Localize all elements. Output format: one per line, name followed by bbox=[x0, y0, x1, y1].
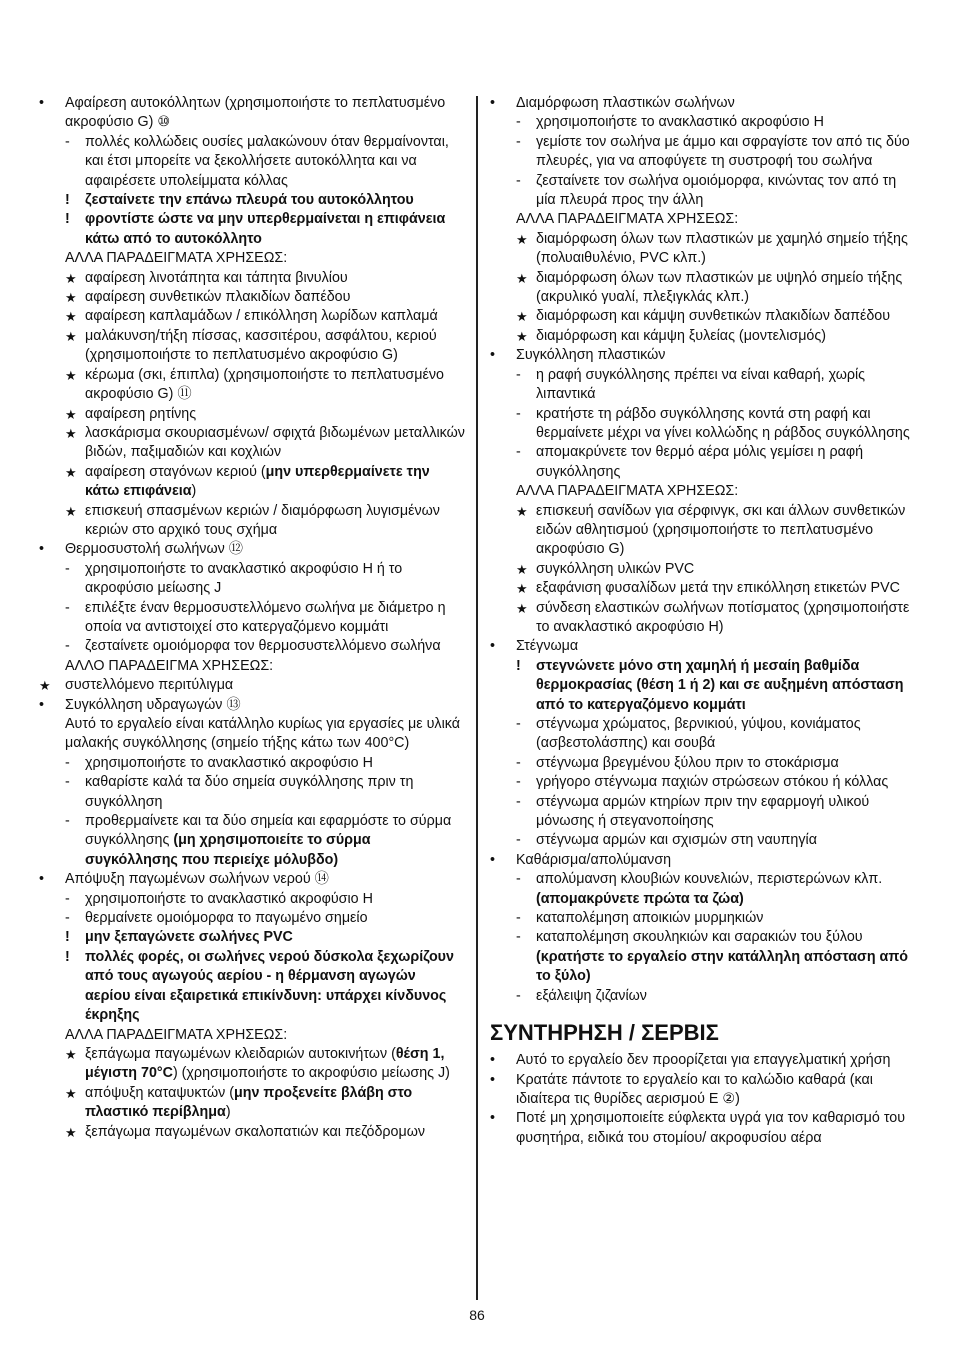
dash-item bbox=[488, 928, 918, 986]
dash-item bbox=[37, 773, 465, 812]
item-text: διαμόρφωση όλων των πλαστικών με χαμηλό σημείο τήξης (πολυαιθυλένιο, PVC κλπ.) bbox=[536, 230, 908, 267]
dash-icon: - bbox=[516, 832, 521, 849]
item-text: ΑΛΛΑ ΠΑΡΑΔΕΙΓΜΑΤΑ ΧΡΗΣΕΩΣ: bbox=[65, 250, 288, 267]
examples-label bbox=[488, 210, 918, 229]
example-item bbox=[37, 288, 465, 307]
warning-item bbox=[488, 657, 918, 715]
dash-item bbox=[37, 812, 465, 870]
bullet-icon: • bbox=[490, 851, 496, 868]
dash-item bbox=[37, 560, 465, 599]
bullet-icon: • bbox=[490, 638, 496, 655]
star-icon: ★ bbox=[65, 290, 77, 306]
exclamation-icon: ! bbox=[65, 929, 70, 946]
example-item bbox=[37, 502, 465, 541]
examples-label bbox=[37, 1026, 465, 1045]
dash-icon: - bbox=[516, 774, 521, 791]
item-text: αφαίρεση λινοτάπητα και τάπητα βινυλίου bbox=[85, 269, 348, 286]
item-text: αφαίρεση ρητίνης bbox=[85, 405, 197, 422]
item-bold-text: μην προξενείτε βλάβη στο πλαστικό περίβλημα bbox=[85, 1084, 413, 1121]
star-icon: ★ bbox=[516, 328, 528, 344]
item-text: στέγνωμα αρμών και σχισμών στη ναυπηγία bbox=[536, 832, 817, 849]
dash-icon: - bbox=[65, 638, 70, 655]
star-icon: ★ bbox=[65, 1046, 77, 1062]
dash-item bbox=[37, 909, 465, 928]
bullet-icon: • bbox=[39, 541, 45, 558]
item-text: απολύμανση κλουβιών κουνελιών, περιστερώνων κλπ. bbox=[536, 871, 883, 888]
dash-item bbox=[488, 754, 918, 773]
item-text: φροντίστε ώστε να μην υπερθερμαίνεται η επιφάνεια κάτω από το αυτοκόλλητο bbox=[85, 211, 446, 247]
warning-item bbox=[37, 191, 465, 210]
dash-icon: - bbox=[65, 774, 70, 791]
star-icon: ★ bbox=[516, 231, 528, 247]
star-icon: ★ bbox=[516, 309, 528, 325]
item-text: γρήγορο στέγνωμα παχιών στρώσεων στόκου ή κόλλας bbox=[536, 774, 889, 791]
dash-icon: - bbox=[65, 813, 70, 830]
dash-icon: - bbox=[516, 910, 521, 927]
dash-icon: - bbox=[516, 716, 521, 732]
item-text: αφαίρεση συνθετικών πλακιδίων δαπέδου bbox=[85, 289, 351, 306]
star-icon: ★ bbox=[65, 1124, 77, 1140]
item-text: Ποτέ μη χρησιμοποιείτε εύφλεκτα υγρά για τον καθαρισμό του φυσητήρα, ειδικά του στομίου/ ακροφυσίου αέρα bbox=[516, 1110, 906, 1146]
dash-item bbox=[37, 133, 465, 191]
warning-item bbox=[37, 948, 465, 1026]
dash-item bbox=[488, 909, 918, 928]
dash-item bbox=[488, 793, 918, 832]
dash-icon: - bbox=[65, 560, 70, 577]
bullet-icon: • bbox=[490, 1071, 496, 1088]
item-text: απόψυξη καταψυκτών ( bbox=[85, 1084, 235, 1101]
example-item bbox=[37, 676, 465, 695]
item-text: χρησιμοποιήστε το ανακλαστικό ακροφύσιο H bbox=[536, 114, 824, 131]
right-column bbox=[488, 94, 918, 1148]
page-number: 86 bbox=[469, 1307, 485, 1323]
dash-icon: - bbox=[516, 444, 521, 461]
item-text: Αυτό το εργαλείο δεν προορίζεται για επαγγελματική χρήση bbox=[516, 1052, 891, 1069]
dash-icon: - bbox=[516, 133, 521, 150]
item-text: χρησιμοποιήστε το ανακλαστικό ακροφύσιο H bbox=[85, 754, 373, 771]
item-text: κρατήστε τη ράβδο συγκόλλησης κοντά στη ραφή και θερμαίνετε μέχρι να γίνει κολλώδης η ράβδος συγκόλλησης bbox=[536, 405, 910, 441]
bullet-icon: • bbox=[490, 95, 496, 111]
item-text: αφαίρεση σταγόνων κεριού ( bbox=[85, 463, 266, 480]
item-text: μαλάκυνση/τήξη πίσσας, κασσιτέρου, ασφάλτου, κεριού (χρησιμοποιήστε το πεπλατυσμένο ακροφύσιο G) bbox=[85, 327, 437, 364]
example-item bbox=[37, 327, 465, 366]
dash-icon: - bbox=[516, 405, 521, 422]
item-text: γεμίστε τον σωλήνα με άμμο και σφραγίστε τον από τις δύο πλευρές, για να αποφύγετε τη συστροφή του σωλήνα bbox=[536, 133, 910, 170]
example-item bbox=[488, 230, 918, 269]
example-item bbox=[37, 1123, 465, 1142]
bullet-icon: • bbox=[490, 1052, 496, 1069]
example-item bbox=[37, 1045, 465, 1084]
star-icon: ★ bbox=[65, 406, 77, 422]
examples-label bbox=[488, 482, 918, 501]
star-icon: ★ bbox=[65, 425, 77, 441]
example-item bbox=[488, 327, 918, 346]
exclamation-icon: ! bbox=[65, 211, 70, 228]
item-text: ΑΛΛΟ ΠΑΡΑΔΕΙΓΜΑ ΧΡΗΣΕΩΣ: bbox=[65, 657, 274, 674]
star-icon: ★ bbox=[516, 270, 528, 286]
star-icon: ★ bbox=[65, 270, 77, 286]
item-text: Στέγνωμα bbox=[516, 638, 579, 655]
exclamation-icon: ! bbox=[65, 192, 70, 209]
item-bold-text: μην υπερθερμαίνετε την κάτω επιφάνεια bbox=[85, 463, 430, 500]
bullet-item bbox=[488, 1051, 918, 1070]
star-icon: ★ bbox=[516, 581, 528, 597]
item-text: μην ξεπαγώνετε σωλήνες PVC bbox=[85, 929, 293, 946]
item-text: ζεσταίνετε ομοιόμορφα τον θερμοσυστελλόμενο σωλήνα bbox=[85, 638, 441, 655]
example-item bbox=[488, 307, 918, 326]
exclamation-icon: ! bbox=[65, 948, 70, 965]
dash-item bbox=[37, 637, 465, 656]
bullet-item bbox=[488, 637, 918, 656]
item-text: ξεπάγωμα παγωμένων κλειδαριών αυτοκινήτων ( bbox=[85, 1045, 396, 1062]
dash-icon: - bbox=[516, 793, 521, 810]
bullet-item bbox=[488, 94, 918, 113]
dash-icon: - bbox=[65, 133, 70, 150]
item-bold-text: θέση 1, μέγιστη 70°C bbox=[85, 1045, 445, 1082]
example-item bbox=[37, 463, 465, 502]
item-text: καταπολέμηση αποικιών μυρμηκιών bbox=[536, 910, 764, 927]
bullet-item bbox=[37, 94, 465, 133]
star-icon: ★ bbox=[516, 600, 528, 616]
example-item bbox=[37, 405, 465, 424]
section-heading bbox=[490, 1019, 918, 1047]
dash-item bbox=[488, 773, 918, 792]
dash-icon: - bbox=[516, 366, 521, 383]
item-text: πολλές φορές, οι σωλήνες νερού δύσκολα ξεχωρίζουν από τους αγωγούς αερίου - η θέρμανση αγωγών αερίου είναι εξαιρετικά επικίνδυνη: υπάρχει κίνδυνος έκρηξης bbox=[85, 948, 454, 1024]
dash-icon: - bbox=[516, 987, 521, 1004]
item-text: καθαρίστε καλά τα δύο σημεία συγκόλλησης πριν τη συγκόλληση bbox=[85, 774, 414, 810]
example-item bbox=[37, 366, 465, 405]
example-item bbox=[488, 599, 918, 638]
star-icon: ★ bbox=[65, 464, 77, 480]
example-item bbox=[488, 579, 918, 598]
item-text: διαμόρφωση και κάμψη ξυλείας (μοντελισμός) bbox=[536, 327, 827, 344]
item-text: επισκευή σανίδων για σέρφινγκ, σκι και άλλων συνθετικών ειδών αθλητισμού (χρησιμοποιήστε το πεπλατυσμένο ακροφύσιο G) bbox=[536, 502, 906, 558]
item-text: ΣΥΝΤΗΡΗΣΗ / ΣΕΡΒΙΣ bbox=[490, 1020, 719, 1046]
exclamation-icon: ! bbox=[516, 657, 521, 674]
item-text: Κρατάτε πάντοτε το εργαλείο και το καλώδιο καθαρά (και ιδιαίτερα τις θυρίδες αερισμού E ②) bbox=[516, 1071, 873, 1107]
item-text: κέρωμα (σκι, έπιπλα) (χρησιμοποιήστε το πεπλατυσμένο ακροφύσιο G) ⑪ bbox=[85, 366, 444, 403]
dash-item bbox=[37, 599, 465, 638]
item-trailing-text: ) bbox=[191, 483, 197, 500]
bullet-item bbox=[37, 696, 465, 715]
item-text: αφαίρεση καπλαμάδων / επικόλληση λωρίδων καπλαμά bbox=[85, 308, 438, 325]
star-icon: ★ bbox=[39, 678, 51, 694]
star-icon: ★ bbox=[516, 561, 528, 577]
paragraph bbox=[37, 715, 465, 754]
item-text: εξάλειψη ζιζανίων bbox=[536, 987, 647, 1004]
star-icon: ★ bbox=[516, 503, 528, 519]
item-text: στέγνωμα βρεγμένου ξύλου πριν το στοκάρισμα bbox=[536, 754, 839, 771]
item-text: στέγνωμα χρώματος, βερνικιού, γύψου, κονιάματος (ασβεστολάσπης) και σουβά bbox=[536, 716, 861, 752]
item-text: Διαμόρφωση πλαστικών σωλήνων bbox=[516, 95, 735, 111]
dash-icon: - bbox=[516, 172, 521, 189]
warning-item bbox=[37, 210, 465, 249]
item-trailing-text: ) (χρησιμοποιήστε το ακροφύσιο μείωσης J) bbox=[172, 1065, 450, 1082]
item-trailing-text: ) bbox=[225, 1104, 231, 1121]
item-bold-text: (κρατήστε το εργαλείο στην κατάλληλη απόσταση από το ξύλο) bbox=[536, 948, 909, 985]
item-text: ζεσταίνετε την επάνω πλευρά του αυτοκόλλητου bbox=[85, 192, 414, 209]
item-text: θερμαίνετε ομοιόμορφα το παγωμένο σημείο bbox=[85, 910, 368, 927]
item-text: ΑΛΛΑ ΠΑΡΑΔΕΙΓΜΑΤΑ ΧΡΗΣΕΩΣ: bbox=[516, 483, 739, 500]
warning-item bbox=[37, 928, 465, 947]
dash-icon: - bbox=[65, 890, 70, 907]
dash-item bbox=[488, 987, 918, 1006]
star-icon: ★ bbox=[65, 309, 77, 325]
examples-label bbox=[37, 249, 465, 268]
example-item bbox=[37, 269, 465, 288]
item-text: η ραφή συγκόλλησης πρέπει να είναι καθαρή, χωρίς λιπαντικά bbox=[536, 366, 866, 403]
left-column bbox=[37, 94, 465, 1142]
item-text: διαμόρφωση και κάμψη συνθετικών πλακιδίων δαπέδου bbox=[536, 308, 891, 325]
item-text: Αυτό το εργαλείο είναι κατάλληλο κυρίως για εργασίες με υλικά μαλακής συγκόλλησης (σημείο τήξης κάτω των 400°C) bbox=[65, 716, 460, 752]
item-text: επισκευή σπασμένων κεριών / διαμόρφωση λυγισμένων κεριών στο αρχικό τους σχήμα bbox=[85, 502, 440, 538]
dash-icon: - bbox=[516, 754, 521, 771]
item-text: σύνδεση ελαστικών σωλήνων ποτίσματος (χρησιμοποιήστε το ανακλαστικό ακροφύσιο H) bbox=[536, 599, 910, 635]
item-text: απομακρύνετε τον θερμό αέρα μόλις γεμίσει η ραφή συγκόλλησης bbox=[536, 444, 864, 480]
bullet-icon: • bbox=[39, 871, 45, 888]
dash-item bbox=[488, 113, 918, 132]
dash-icon: - bbox=[516, 929, 521, 946]
dash-icon: - bbox=[65, 754, 70, 771]
bullet-icon: • bbox=[39, 696, 45, 713]
example-item bbox=[37, 307, 465, 326]
dash-item bbox=[488, 172, 918, 211]
item-text: στέγνωμα αρμών κτηρίων πριν την εφαρμογή υλικού μόνωσης ή στεγανοποίησης bbox=[536, 793, 870, 830]
star-icon: ★ bbox=[65, 367, 77, 383]
item-text: Συγκόλληση υδραγωγών ⑬ bbox=[65, 696, 241, 713]
dash-item bbox=[488, 366, 918, 405]
item-text: χρησιμοποιήστε το ανακλαστικό ακροφύσιο H ή το ακροφύσιο μείωσης J bbox=[85, 560, 403, 597]
item-text: ΑΛΛΑ ΠΑΡΑΔΕΙΓΜΑΤΑ ΧΡΗΣΕΩΣ: bbox=[516, 211, 739, 228]
star-icon: ★ bbox=[65, 328, 77, 344]
dash-icon: - bbox=[65, 910, 70, 927]
example-item bbox=[488, 502, 918, 560]
bullet-icon: • bbox=[39, 95, 45, 111]
item-text: επιλέξτε έναν θερμοσυστελλόμενο σωλήνα με διάμετρο η οποία να αντιστοιχεί στο κατεργαζόμενο κομμάτι bbox=[85, 599, 446, 635]
dash-icon: - bbox=[516, 114, 521, 131]
dash-item bbox=[488, 715, 918, 754]
bullet-item bbox=[488, 346, 918, 365]
bullet-item bbox=[37, 870, 465, 889]
item-text: διαμόρφωση όλων των πλαστικών με υψηλό σημείο τήξης (ακρυλικό γυαλί, πλεξιγκλάς κλπ.) bbox=[536, 269, 903, 306]
bullet-icon: • bbox=[490, 347, 496, 364]
bullet-item bbox=[488, 1109, 918, 1148]
bullet-icon: • bbox=[490, 1110, 496, 1127]
example-item bbox=[37, 1084, 465, 1123]
item-text: συγκόλληση υλικών PVC bbox=[536, 560, 695, 577]
item-text: καταπολέμηση σκουληκιών και σαρακιών του ξύλου bbox=[536, 929, 863, 946]
item-text: χρησιμοποιήστε το ανακλαστικό ακροφύσιο H bbox=[85, 890, 373, 907]
bullet-item bbox=[488, 1071, 918, 1110]
dash-icon: - bbox=[516, 871, 521, 888]
star-icon: ★ bbox=[65, 1085, 77, 1101]
column-divider bbox=[476, 96, 478, 1300]
item-text: στεγνώνετε μόνο στη χαμηλή ή μεσαίη βαθμίδα θερμοκρασίας (θέση 1 ή 2) και σε αυξημένη απόσταση από το κατεργαζόμενο κομμάτι bbox=[536, 657, 904, 713]
bullet-item bbox=[488, 851, 918, 870]
example-item bbox=[488, 269, 918, 308]
item-text: Καθάρισμα/απολύμανση bbox=[516, 851, 672, 868]
example-item bbox=[488, 560, 918, 579]
dash-item bbox=[37, 890, 465, 909]
example-item bbox=[37, 424, 465, 463]
dash-item bbox=[488, 870, 918, 909]
item-bold-text: (απομακρύνετε πρώτα τα ζώα) bbox=[536, 890, 744, 907]
dash-item bbox=[488, 405, 918, 444]
item-text: ΑΛΛΑ ΠΑΡΑΔΕΙΓΜΑΤΑ ΧΡΗΣΕΩΣ: bbox=[65, 1026, 288, 1043]
star-icon: ★ bbox=[65, 503, 77, 519]
item-text: εξαφάνιση φυσαλίδων μετά την επικόλληση ετικετών PVC bbox=[536, 580, 900, 597]
dash-item bbox=[37, 754, 465, 773]
item-text: συστελλόμενο περιτύλιγμα bbox=[65, 677, 234, 694]
item-text: ξεπάγωμα παγωμένων σκαλοπατιών και πεζόδρομων bbox=[85, 1123, 426, 1140]
dash-item bbox=[488, 831, 918, 850]
dash-item bbox=[488, 443, 918, 482]
item-text: Αφαίρεση αυτοκόλλητων (χρησιμοποιήστε το πεπλατυσμένο ακροφύσιο G) ⑩ bbox=[65, 95, 446, 131]
dash-icon: - bbox=[65, 599, 70, 616]
item-text: λασκάρισμα σκουριασμένων/ σφιχτά βιδωμένων μεταλλικών βιδών, παξιμαδιών και κοχλιών bbox=[85, 424, 465, 461]
bullet-item bbox=[37, 540, 465, 559]
item-text: προθερμαίνετε και τα δύο σημεία και εφαρμόστε το σύρμα συγκόλλησης bbox=[85, 813, 452, 849]
item-text: πολλές κολλώδεις ουσίες μαλακώνουν όταν θερμαίνονται, και έτσι μπορείτε να ξεκολλήσετε αυτοκόλλητα και να αφαιρέσετε υπολείμματα κόλλας bbox=[85, 133, 449, 189]
examples-label bbox=[37, 657, 465, 676]
item-text: ζεσταίνετε τον σωλήνα ομοιόμορφα, κινώντας τον από τη μία πλευρά προς την άλλη bbox=[536, 172, 897, 209]
item-bold-text: (μη χρησιμοποιείτε το σύρμα συγκόλλησης που περιείχε μόλυβδο) bbox=[85, 832, 371, 868]
item-text: Θερμοσυστολή σωλήνων ⑫ bbox=[65, 541, 244, 558]
dash-item bbox=[488, 133, 918, 172]
item-text: Απόψυξη παγωμένων σωλήνων νερού ⑭ bbox=[65, 871, 329, 888]
item-text: Συγκόλληση πλαστικών bbox=[516, 347, 666, 364]
